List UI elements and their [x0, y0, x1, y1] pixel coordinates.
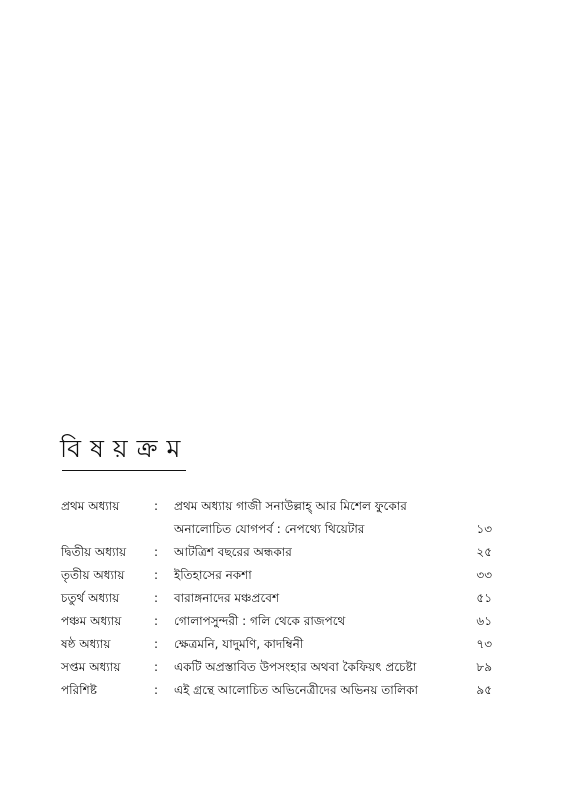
toc-page-number: ২৫ [476, 545, 492, 559]
toc-heading: বিষয়ক্রম [60, 434, 190, 463]
toc-chapter-label: ষষ্ঠ অধ্যায় [61, 637, 111, 651]
toc-separator: : [154, 499, 159, 513]
toc-title: আটত্রিশ বছরের অন্ধকার [174, 545, 292, 559]
toc-page-number: ৮৯ [476, 660, 492, 674]
toc-entry-5 [0, 610, 564, 633]
toc-separator: : [154, 568, 159, 582]
toc-page-number: ৬১ [476, 614, 492, 628]
toc-chapter-label: তৃতীয় অধ্যায় [61, 568, 125, 582]
toc-separator: : [154, 614, 159, 628]
toc-page-number: ৯৫ [476, 683, 492, 697]
toc-entry-8 [0, 679, 564, 702]
toc-separator: : [154, 545, 159, 559]
toc-chapter-label: সপ্তম অধ্যায় [61, 660, 121, 674]
toc-entry-1 [0, 495, 564, 541]
toc-chapter-label: চতুর্থ অধ্যায় [61, 591, 120, 605]
toc-chapter-label: প্রথম অধ্যায় [61, 499, 120, 513]
toc-separator: : [154, 660, 159, 674]
toc-page-number: ৭৩ [476, 637, 492, 651]
toc-page-number: ১৩ [476, 522, 492, 536]
toc-entry-6 [0, 633, 564, 656]
toc-title: বারাঙ্গনাদের মঞ্চপ্রবেশ [174, 591, 280, 605]
toc-chapter-label: পঞ্চম অধ্যায় [61, 614, 122, 628]
toc-separator: : [154, 637, 159, 651]
toc-entry-4 [0, 587, 564, 610]
toc-entry-3 [0, 564, 564, 587]
toc-title: প্রথম অধ্যায় গাজী সনাউল্লাহ্‌ আর মিশেল ফুকোর অনালোচিত যোগপর্ব : নেপথ্যে থিয়েটার [174, 499, 407, 536]
toc-title: একটি অপ্রস্তাবিত উপসংহার অথবা কৈফিয়ৎ প্রচেষ্টা [174, 660, 417, 674]
toc-title: ক্ষেত্রমনি, যাদুমণি, কাদম্বিনী [174, 637, 304, 651]
toc-title: গোলাপসুন্দরী : গলি থেকে রাজপথে [174, 614, 346, 628]
toc-title: এই গ্রন্থে আলোচিত অভিনেত্রীদের অভিনয় তালিকা [174, 683, 418, 697]
toc-separator: : [154, 591, 159, 605]
toc-entry-7 [0, 656, 564, 679]
toc-chapter-label: দ্বিতীয় অধ্যায় [61, 545, 127, 559]
toc-entry-2 [0, 541, 564, 564]
toc-page-number: ৫১ [476, 591, 492, 605]
toc-chapter-label: পরিশিষ্ট [61, 683, 97, 697]
toc-title: ইতিহাসের নকশা [174, 568, 252, 582]
toc-list [0, 495, 564, 702]
heading-underline [62, 470, 186, 471]
toc-page-number: ৩৩ [476, 568, 492, 582]
toc-separator: : [154, 683, 159, 697]
